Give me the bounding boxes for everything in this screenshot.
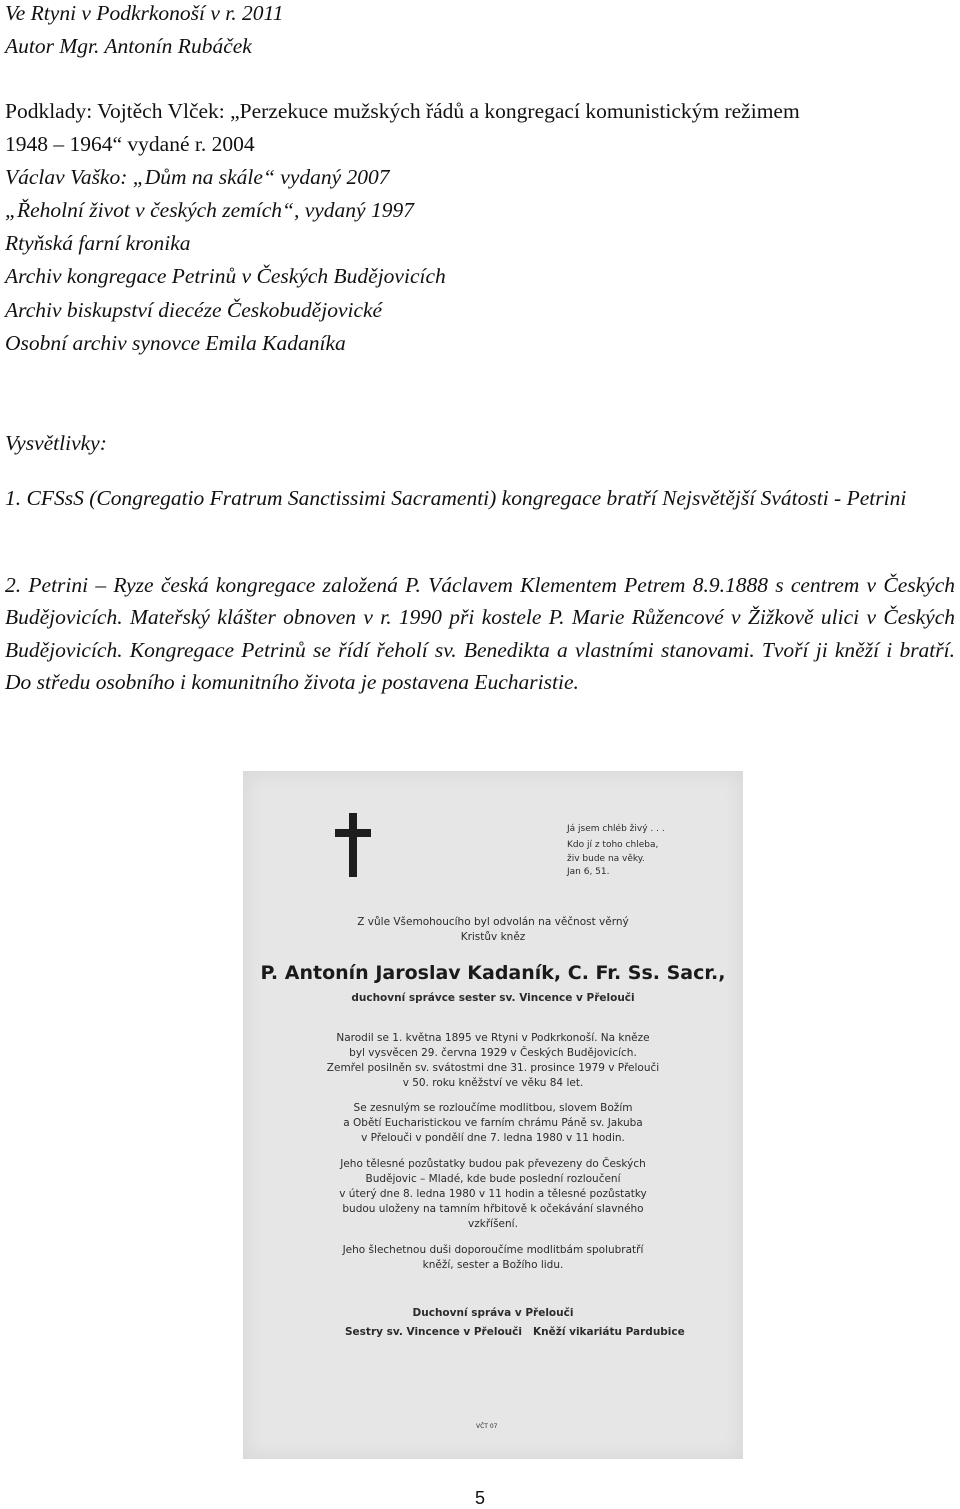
notice-line: budou uloženy na tamním hřbitově k očekávání slavného [342, 1203, 644, 1215]
intro-line: Kristův kněz [460, 931, 526, 943]
source-item: Rtyňská farní kronika [5, 231, 191, 255]
deceased-role: duchovní správce sester sv. Vincence v Přelouči [351, 992, 635, 1004]
source-item: Osobní archiv synovce Emila Kadaníka [5, 331, 346, 355]
notice-line: Budějovic – Mladé, kde bude poslední rozloučení [365, 1173, 621, 1185]
notice-line: v 50. roku kněžství ve věku 84 let. [402, 1077, 584, 1089]
signature-sisters: Sestry sv. Vincence v Přelouči [345, 1326, 522, 1338]
notes-heading: Vysvětlivky: [5, 431, 107, 455]
signature-priests: Kněží vikariátu Pardubice [533, 1326, 685, 1338]
notice-line: Narodil se 1. května 1895 ve Rtyni v Podkrkonoší. Na kněze [336, 1032, 650, 1044]
note-1: 1. CFSsS (Congregatio Fratrum Sanctissimi Sacramenti) kongregace bratří Nejsvětější Svátosti - Petrini [5, 486, 907, 510]
notice-line: v Přelouči v pondělí dne 7. ledna 1980 v 11 hodin. [361, 1132, 625, 1144]
author-line: Autor Mgr. Antonín Rubáček [5, 34, 252, 58]
intro-line: Z vůle Všemohoucího byl odvolán na věčnost věrný [357, 916, 629, 928]
notice-line: a Obětí Eucharistickou ve farním chrámu Páně sv. Jakuba [343, 1117, 643, 1129]
source-item: Archiv kongregace Petrinů v Českých Budějovicích [5, 264, 446, 288]
document-title: Ve Rtyni v Podkrkonoší v r. 2011 [5, 1, 284, 25]
quote-line: Kdo jí z toho chleba, [567, 840, 659, 850]
notice-line: Jeho šlechetnou duši doporoučíme modlitbám spolubratří [342, 1244, 644, 1256]
printer-mark: VČT 07 [476, 1423, 498, 1430]
quote-line: Jan 6, 51. [567, 867, 610, 877]
deceased-name: P. Antonín Jaroslav Kadaník, C. Fr. Ss. Sacr., [260, 962, 726, 984]
cross-icon [333, 811, 373, 879]
obituary-notice-scan [243, 771, 743, 1459]
notice-line: Jeho tělesné pozůstatky budou pak převezeny do Českých [340, 1158, 646, 1170]
source-item: Václav Vaško: „Dům na skále“ vydaný 2007 [5, 165, 390, 189]
quote-line: Já jsem chléb živý . . . [567, 824, 665, 834]
notice-line: Se zesnulým se rozloučíme modlitbou, slovem Božím [353, 1102, 633, 1114]
source-item: „Řeholní život v českých zemích“, vydaný 1997 [5, 198, 414, 222]
note-2: 2. Petrini – Ryze česká kongregace založená P. Václavem Klementem Petrem 8.9.1888 s centrem v Českých Budějovicích. Mateřský klášter obnoven v r. 1990 při kostele P. Marie Růžencové v Žižkově ulici v Českých Budějovicích. Kongregace Petrinů se řídí řeholí sv. Benedikta a vlastními stanovami. Tvoří ji kněží i bratří. Do středu osobního i komunitního života je postavena Eucharistie. [5, 573, 955, 694]
signature-parish: Duchovní správa v Přelouči [412, 1307, 574, 1319]
sources-line-2: 1948 – 1964“ vydané r. 2004 [5, 132, 255, 156]
notice-line: byl vysvěcen 29. června 1929 v Českých Budějovicích. [349, 1047, 637, 1059]
page-number: 5 [474, 1488, 485, 1508]
notice-line: kněží, sester a Božího lidu. [422, 1259, 564, 1271]
sources-line-1: Podklady: Vojtěch Vlček: „Perzekuce mužských řádů a kongregací komunistickým režimem [5, 99, 800, 123]
quote-line: živ bude na věky. [567, 854, 645, 864]
notice-line: Zemřel posilněn sv. svátostmi dne 31. prosince 1979 v Přelouči [326, 1062, 660, 1074]
notice-line: v úterý dne 8. ledna 1980 v 11 hodin a tělesné pozůstatky [339, 1188, 647, 1200]
source-item: Archiv biskupství diecéze Českobudějovické [5, 298, 383, 322]
notice-line: vzkříšení. [468, 1218, 518, 1230]
